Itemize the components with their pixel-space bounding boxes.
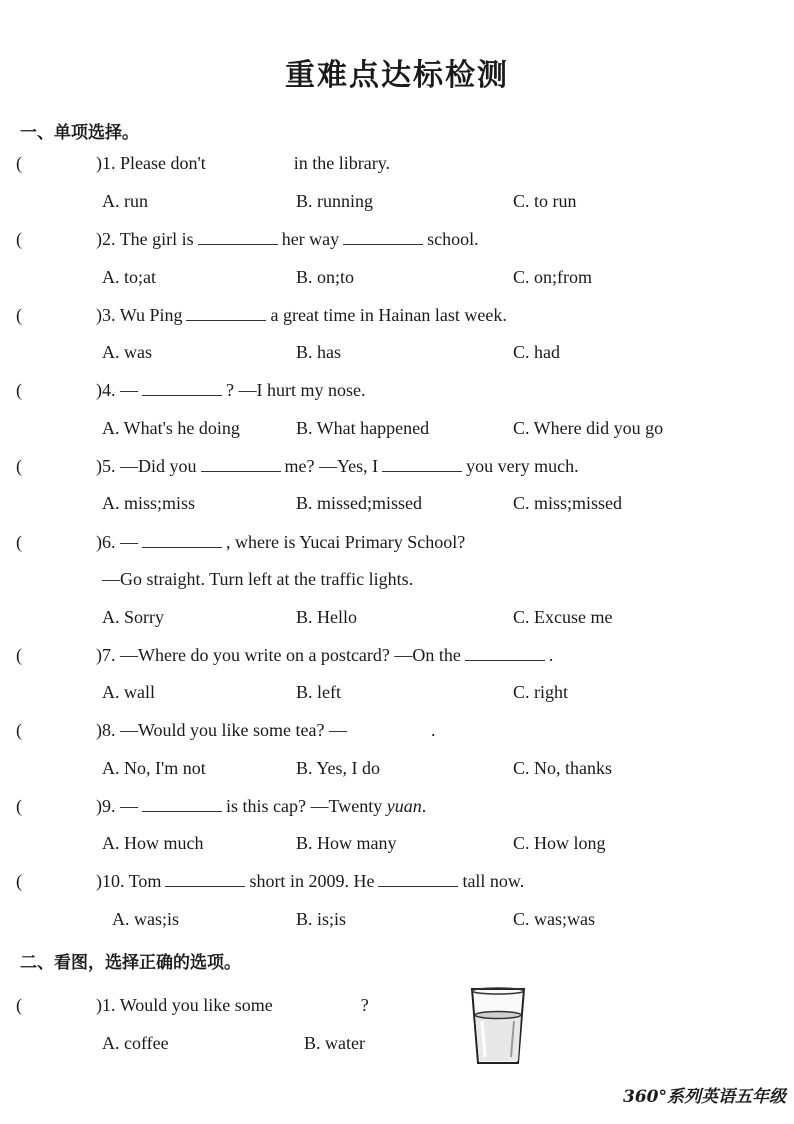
answer-blank[interactable]	[142, 810, 222, 812]
glass-of-water-image	[466, 985, 530, 1067]
option-a[interactable]: A. was	[102, 342, 152, 362]
option-a[interactable]: A. wall	[102, 682, 155, 702]
question-5: ( )5. —Did you me? —Yes, I you very much.	[16, 456, 579, 476]
option-b[interactable]: B. is;is	[296, 909, 347, 929]
option-a[interactable]: A. No, I'm not	[102, 758, 206, 778]
answer-blank[interactable]	[210, 168, 290, 169]
option-c[interactable]: C. was;was	[513, 909, 595, 929]
question-8: ( )8. —Would you like some tea? — .	[16, 720, 436, 740]
option-b[interactable]: B. Hello	[296, 607, 357, 627]
answer-blank[interactable]	[198, 243, 278, 245]
option-c[interactable]: C. to run	[513, 191, 577, 211]
question-4: ( )4. — ? —I hurt my nose.	[16, 380, 366, 400]
option-b[interactable]: B. left	[296, 682, 341, 702]
option-b[interactable]: B. water	[304, 1033, 365, 1053]
option-c[interactable]: C. How long	[513, 833, 606, 853]
option-b[interactable]: B. Yes, I do	[296, 758, 381, 778]
answer-blank[interactable]	[343, 243, 423, 245]
question-1: ( )1. Please don't in the library.	[16, 153, 391, 173]
option-a[interactable]: A. was;is	[112, 909, 179, 929]
option-c[interactable]: C. No, thanks	[513, 758, 612, 778]
option-b[interactable]: B. running	[296, 191, 374, 211]
answer-paren[interactable]: (	[16, 305, 22, 325]
option-b[interactable]: B. How many	[296, 833, 397, 853]
answer-paren[interactable]: (	[16, 532, 22, 552]
answer-blank[interactable]	[201, 470, 281, 472]
question-10: ( )10. Tom short in 2009. He tall now.	[16, 871, 525, 891]
question-6-continuation: —Go straight. Turn left at the traffic lights.	[102, 569, 414, 589]
answer-paren[interactable]: (	[16, 645, 22, 665]
section-1-heading: 一、单项选择。	[20, 123, 139, 143]
option-a[interactable]: A. run	[102, 191, 148, 211]
answer-paren[interactable]: (	[16, 229, 22, 249]
page-title: 重难点达标检测	[285, 58, 509, 93]
option-c[interactable]: C. had	[513, 342, 560, 362]
option-a[interactable]: A. to;at	[102, 267, 156, 287]
picture-question-1: ( )1. Would you like some ?	[16, 995, 369, 1015]
option-c[interactable]: C. miss;missed	[513, 493, 623, 513]
option-b[interactable]: B. missed;missed	[296, 493, 423, 513]
question-3: ( )3. Wu Ping a great time in Hainan last week.	[16, 305, 507, 325]
answer-paren[interactable]: (	[16, 871, 22, 891]
section-2-heading: 二、看图，选择正确的选项。	[20, 953, 241, 973]
answer-blank[interactable]	[165, 885, 245, 887]
question-9: ( )9. — is this cap? —Twenty yuan.	[16, 796, 427, 816]
answer-paren[interactable]: (	[16, 995, 22, 1015]
option-c[interactable]: C. on;from	[513, 267, 592, 287]
answer-paren[interactable]: (	[16, 796, 22, 816]
answer-blank[interactable]	[382, 470, 462, 472]
option-a[interactable]: A. How much	[102, 833, 204, 853]
page-footer: 360°系列英语五年级	[623, 1087, 786, 1107]
option-a[interactable]: A. Sorry	[102, 607, 164, 627]
answer-paren[interactable]: (	[16, 380, 22, 400]
option-c[interactable]: C. Excuse me	[513, 607, 613, 627]
option-c[interactable]: C. right	[513, 682, 569, 702]
answer-blank[interactable]	[186, 319, 266, 321]
answer-blank[interactable]	[142, 546, 222, 548]
answer-paren[interactable]: (	[16, 720, 22, 740]
answer-blank[interactable]	[465, 659, 545, 661]
question-2: ( )2. The girl is her way school.	[16, 229, 479, 249]
answer-blank[interactable]	[142, 394, 222, 396]
question-6: ( )6. — , where is Yucai Primary School?	[16, 532, 466, 552]
question-7: ( )7. —Where do you write on a postcard? —On the .	[16, 645, 554, 665]
answer-blank[interactable]	[378, 885, 458, 887]
option-a[interactable]: A. miss;miss	[102, 493, 196, 513]
answer-paren[interactable]: (	[16, 153, 22, 173]
option-b[interactable]: B. on;to	[296, 267, 355, 287]
answer-blank[interactable]	[277, 1010, 357, 1011]
option-b[interactable]: B. What happened	[296, 418, 430, 438]
option-b[interactable]: B. has	[296, 342, 341, 362]
option-a[interactable]: A. coffee	[102, 1033, 169, 1053]
option-c[interactable]: C. Where did you go	[513, 418, 664, 438]
answer-blank[interactable]	[351, 735, 427, 736]
option-a[interactable]: A. What's he doing	[102, 418, 240, 438]
answer-paren[interactable]: (	[16, 456, 22, 476]
